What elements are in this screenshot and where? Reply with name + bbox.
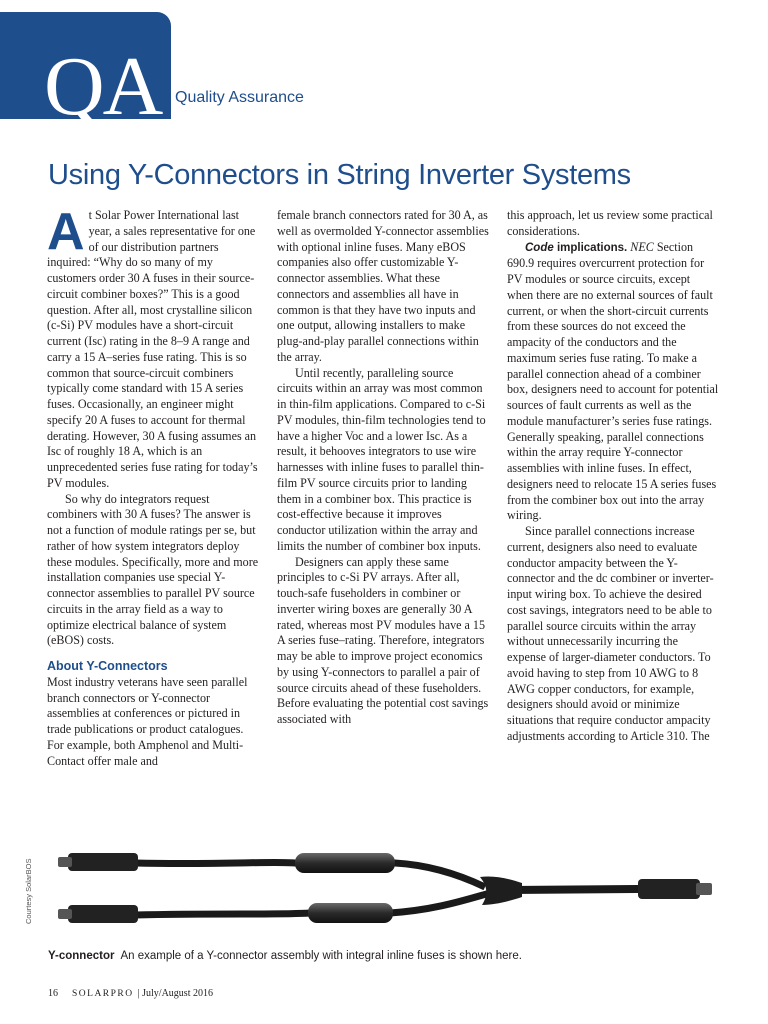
y-connector-photo — [40, 825, 740, 945]
drop-cap: A — [47, 203, 85, 261]
figure-caption — [48, 950, 522, 962]
article-title: Using Y-Connectors in String Inverter Systems — [48, 159, 631, 191]
paragraph-text: t Solar Power International last year, a sales representative for one of our distribution partners inquired: “Why do so many of my customers order 30 A fuses in their source-circuit combiner boxes?” This is a good question. After all, most crystalline silicon (c-Si) PV modules have a short-circuit current (Isc) rating in the 8–9 A range and carry a 15 A–series fuse rating. This is so common that source-circuit combiners typically come standard with 15 A series fuses. Occasionally, an engineer might specify 20 A fuses to account for thermal derating. However, 30 A fusing assumes an Isc of roughly 18 A, which is an unprecedented series fuse rating for today’s PV modules. — [47, 208, 258, 490]
column-2 — [277, 208, 489, 728]
section-badge-letters: QA — [44, 40, 162, 133]
paragraph: Designers can apply these same principles to c-Si PV arrays. After all, touch-safe fuseholders in combiner or inverter wiring boxes are generally 30 A rated, whereas most PV modules have a 15 A series fuse–rating. Therefore, integrators may be able to improve project economics by using Y-connectors to parallel a pair of source circuits ahead of these fuseholders. Before evaluating the potential cost savings associated with — [277, 554, 489, 726]
run-in-head: implications. — [553, 241, 628, 254]
paragraph — [507, 240, 719, 525]
lower-left-connector — [68, 905, 138, 923]
paragraph: female branch connectors rated for 30 A, as well as overmolded Y-connector assemblies with optional inline fuses. Many eBOS companies also offer customizable Y-connector assemblies. What these connectors and assemblies all have in common is that they have two inputs and one output, allowing installers to make plug-and-play parallel connections within the array. — [277, 208, 489, 364]
page-number: 16 — [48, 988, 58, 999]
section-label: Quality Assurance — [175, 89, 304, 106]
paragraph: Since parallel connections increase current, designers also need to evaluate conductor ampacity between the Y-connector and the dc combiner or inverter-input wiring box. To achieve the desired cost savings, integrators need to be able to parallel source circuits within the array without unnecessarily incurring the expense of larger-diameter conductors. To avoid having to step from 10 AWG to 8 AWG copper conductors, for example, designers should avoid or minimize situations that require conductor ampacity adjustments according to Article 310. The — [507, 524, 714, 743]
photo-credit: Courtesy SolarBOS — [24, 858, 33, 924]
caption-label: Y-connector — [48, 950, 115, 962]
run-in-head-code: Code — [525, 241, 554, 254]
page-footer — [48, 988, 213, 999]
main-cable — [510, 889, 640, 890]
paragraph: Until recently, paralleling source circuits within an array was most common in thin-film applications. Compared to c-Si PV modules, thin-film technologies tend to have a higher Voc and a lower Isc. As a result, it behooves integrators to use wire harnesses with inline fuses to parallel thin-film PV source circuits prior to landing them in a combiner box. This practice is cost-effective because it improves conductor utilization within the array and limits the number of combiner box inputs. — [277, 365, 486, 553]
paragraph: So why do integrators request combiners with 30 A fuses? The answer is not a function of module ratings per se, but rather of how system integrators deploy these modules. Specifically, more and more installation companies use special Y-connector assemblies to parallel PV source circuits in the array field as a way to optimize electrical balance of system (eBOS) costs. — [47, 491, 259, 648]
subheading: About Y-Connectors — [47, 659, 168, 673]
nec-reference: NEC — [627, 239, 654, 254]
output-connector — [638, 879, 700, 899]
y-junction — [480, 876, 522, 905]
paragraph: Most industry veterans have seen parallel branch connectors or Y-connector assemblies at conferences or pictured in trade publications or product catalogues. For example, both Amphenol and Multi-Contact offer male and — [47, 674, 248, 768]
lower-fuse-holder — [308, 903, 393, 923]
upper-left-connector — [68, 853, 138, 871]
footer-separator: | — [137, 988, 140, 999]
section-badge — [0, 12, 171, 133]
column-3 — [507, 208, 719, 745]
paragraph-text: Section 690.9 requires overcurrent protection for PV modules or source circuits, except when there are no external sources of fault current, or when the short-circuit currents from these sources do not exceed the ampacity of the conductors and the maximum series fuse rating. To make a parallel connection ahead of a combiner box, designers need to account for potential sources of fault currents as well as the module manufacturer’s series fuse ratings. Generally speaking, parallel connections within the array require Y-connector assemblies with inline fuses. In effect, designers need to relocate 15 A series fuses from the combiner box out into the array wiring. — [507, 239, 719, 523]
publication-name: SOLARPRO — [72, 989, 134, 999]
column-1 — [47, 203, 259, 769]
upper-fuse-holder — [295, 853, 395, 873]
issue-date: July/August 2016 — [142, 988, 213, 999]
caption-text: An example of a Y-connector assembly with integral inline fuses is shown here. — [120, 950, 522, 962]
paragraph: this approach, let us review some practical considerations. — [507, 208, 713, 238]
paragraph — [47, 203, 259, 492]
